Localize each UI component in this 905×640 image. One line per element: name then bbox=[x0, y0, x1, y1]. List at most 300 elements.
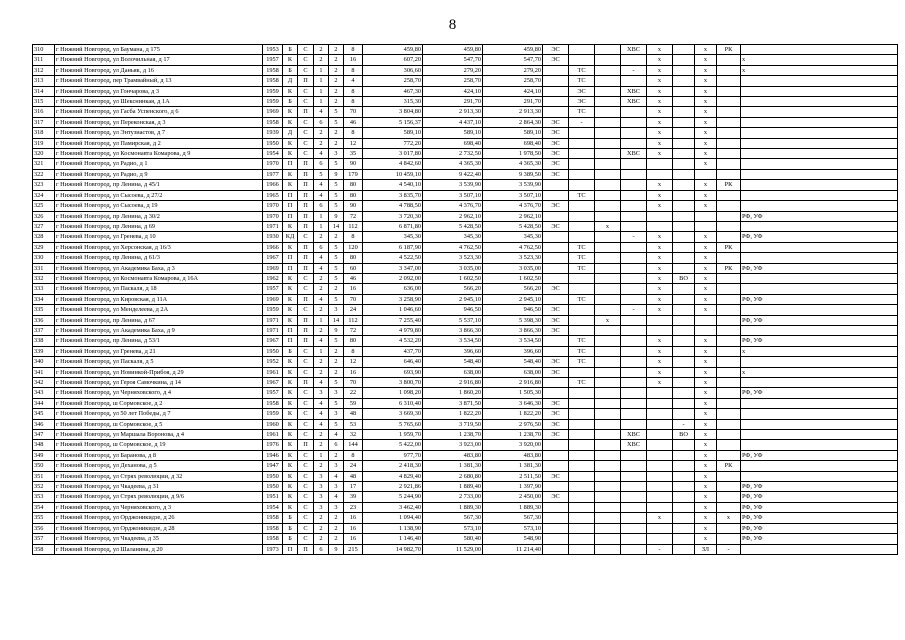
cell-power-supply bbox=[543, 513, 569, 523]
cell-address: г Нижний Новгород, ул Орджоникидзе, д 26 bbox=[55, 513, 263, 523]
cell-notes bbox=[741, 169, 898, 179]
cell-apartments: 8 bbox=[344, 128, 363, 138]
cell-power-supply bbox=[543, 76, 569, 86]
cell-apartments: 120 bbox=[344, 242, 363, 252]
cell-sewerage: х bbox=[647, 336, 673, 346]
cell-series: С bbox=[298, 357, 314, 367]
cell-address: г Нижний Новгород, пр Ленина, д 53/1 bbox=[55, 336, 263, 346]
cell-heat-supply: ТС bbox=[569, 263, 595, 273]
cell-heat-supply bbox=[569, 128, 595, 138]
cell-sewerage: х bbox=[647, 86, 673, 96]
cell-notes bbox=[741, 461, 898, 471]
cell-water-supply: ХВС bbox=[621, 97, 647, 107]
cell-floors: 5 bbox=[329, 336, 344, 346]
cell-power-supply: ЭС bbox=[543, 149, 569, 159]
cell-power-supply bbox=[543, 253, 569, 263]
cell-series: С bbox=[298, 65, 314, 75]
cell-series: П bbox=[298, 263, 314, 273]
cell-notes: РФ, УФ bbox=[741, 534, 898, 544]
cell-floors: 2 bbox=[329, 450, 344, 460]
cell-gas-supply bbox=[595, 253, 621, 263]
cell-notes bbox=[741, 117, 898, 127]
cell-entrances: 2 bbox=[314, 440, 329, 450]
cell-address: г Нижний Новгород, ул 50 лет Победы, д 7 bbox=[55, 409, 263, 419]
cell-sewerage: х bbox=[647, 242, 673, 252]
cell-floors: 2 bbox=[329, 534, 344, 544]
cell-ventilation bbox=[673, 378, 695, 388]
cell-sewerage bbox=[647, 492, 673, 502]
cell-wall-type: К bbox=[283, 180, 298, 190]
cell-gas-supply: х bbox=[595, 315, 621, 325]
cell-ventilation bbox=[673, 159, 695, 169]
cell-row-number: 352 bbox=[33, 482, 55, 492]
cell-entrances: 1 bbox=[314, 450, 329, 460]
cell-build-year: 1950 bbox=[263, 346, 283, 356]
cell-gas-supply bbox=[595, 502, 621, 512]
cell-roof: х bbox=[695, 492, 717, 502]
housing-register-table bbox=[32, 44, 898, 555]
cell-address: г Нижний Новгород, ул Стрях революции, д 32 bbox=[55, 471, 263, 481]
cell-notes: РФ, УФ bbox=[741, 482, 898, 492]
cell-ventilation bbox=[673, 523, 695, 533]
cell-living-area: 1 602,50 bbox=[423, 273, 483, 283]
table-row bbox=[33, 263, 898, 273]
cell-row-number: 313 bbox=[33, 76, 55, 86]
cell-address: г Нижний Новгород, ш Сормовское, д 19 bbox=[55, 440, 263, 450]
table-row bbox=[33, 97, 898, 107]
cell-gas-supply bbox=[595, 55, 621, 65]
cell-gas-supply bbox=[595, 430, 621, 440]
cell-entrances: 2 bbox=[314, 430, 329, 440]
cell-row-number: 332 bbox=[33, 273, 55, 283]
cell-series: П bbox=[298, 336, 314, 346]
cell-residential-area: 279,20 bbox=[483, 65, 543, 75]
cell-series: П bbox=[298, 294, 314, 304]
cell-row-number: 356 bbox=[33, 523, 55, 533]
table-row bbox=[33, 502, 898, 512]
cell-roof: х bbox=[695, 534, 717, 544]
cell-build-year: 1959 bbox=[263, 305, 283, 315]
cell-heat-supply: ТС bbox=[569, 65, 595, 75]
cell-notes: РФ, УФ bbox=[741, 336, 898, 346]
cell-floors: 5 bbox=[329, 242, 344, 252]
cell-ventilation bbox=[673, 149, 695, 159]
cell-residential-area: 3 507,10 bbox=[483, 190, 543, 200]
cell-apartments: 35 bbox=[344, 149, 363, 159]
cell-series: С bbox=[298, 367, 314, 377]
cell-series: С bbox=[298, 398, 314, 408]
cell-heat-supply: ТС bbox=[569, 378, 595, 388]
cell-repair-flag bbox=[717, 117, 741, 127]
cell-power-supply bbox=[543, 263, 569, 273]
cell-ventilation: - bbox=[673, 419, 695, 429]
cell-residential-area: 5 398,30 bbox=[483, 315, 543, 325]
cell-ventilation bbox=[673, 325, 695, 335]
cell-entrances: 1 bbox=[314, 65, 329, 75]
cell-repair-flag bbox=[717, 86, 741, 96]
cell-series: П bbox=[298, 107, 314, 117]
cell-row-number: 312 bbox=[33, 65, 55, 75]
cell-build-year: 1961 bbox=[263, 430, 283, 440]
cell-water-supply bbox=[621, 534, 647, 544]
cell-residential-area: 698,40 bbox=[483, 138, 543, 148]
table-row bbox=[33, 378, 898, 388]
cell-ventilation bbox=[673, 65, 695, 75]
cell-build-year: 1947 bbox=[263, 461, 283, 471]
cell-ventilation bbox=[673, 169, 695, 179]
cell-row-number: 348 bbox=[33, 440, 55, 450]
cell-apartments: 48 bbox=[344, 471, 363, 481]
cell-heat-supply: ЭС bbox=[569, 86, 595, 96]
cell-series: С bbox=[298, 128, 314, 138]
cell-apartments: 16 bbox=[344, 513, 363, 523]
cell-repair-flag: - bbox=[717, 544, 741, 554]
cell-power-supply: ЭС bbox=[543, 471, 569, 481]
cell-residential-area: 2 976,50 bbox=[483, 419, 543, 429]
cell-total-area: 437,70 bbox=[363, 346, 423, 356]
cell-living-area: 396,60 bbox=[423, 346, 483, 356]
cell-power-supply: ЭС bbox=[543, 419, 569, 429]
cell-apartments: 48 bbox=[344, 409, 363, 419]
cell-living-area: 4 365,30 bbox=[423, 159, 483, 169]
cell-roof: х bbox=[695, 97, 717, 107]
cell-water-supply: ХВС bbox=[621, 440, 647, 450]
cell-notes bbox=[741, 45, 898, 55]
cell-build-year: 1952 bbox=[263, 357, 283, 367]
cell-heat-supply: ТС bbox=[569, 242, 595, 252]
cell-water-supply bbox=[621, 388, 647, 398]
cell-gas-supply bbox=[595, 461, 621, 471]
cell-water-supply bbox=[621, 398, 647, 408]
cell-apartments: 70 bbox=[344, 294, 363, 304]
cell-apartments: 70 bbox=[344, 107, 363, 117]
cell-build-year: 1961 bbox=[263, 367, 283, 377]
cell-residential-area: 1 822,20 bbox=[483, 409, 543, 419]
cell-living-area: 2 913,30 bbox=[423, 107, 483, 117]
cell-total-area: 4 532,20 bbox=[363, 336, 423, 346]
cell-apartments: 72 bbox=[344, 211, 363, 221]
cell-water-supply bbox=[621, 357, 647, 367]
cell-heat-supply bbox=[569, 513, 595, 523]
cell-entrances: 1 bbox=[314, 211, 329, 221]
cell-series: С bbox=[298, 305, 314, 315]
cell-floors: 5 bbox=[329, 190, 344, 200]
cell-entrances: 2 bbox=[314, 128, 329, 138]
cell-floors: 2 bbox=[329, 232, 344, 242]
cell-floors: 3 bbox=[329, 409, 344, 419]
table-row bbox=[33, 284, 898, 294]
cell-roof: х bbox=[695, 471, 717, 481]
table-row bbox=[33, 544, 898, 554]
cell-total-area: 306,60 bbox=[363, 65, 423, 75]
cell-living-area: 573,10 bbox=[423, 523, 483, 533]
cell-sewerage bbox=[647, 388, 673, 398]
cell-wall-type: К bbox=[283, 471, 298, 481]
cell-roof: х bbox=[695, 398, 717, 408]
cell-ventilation bbox=[673, 45, 695, 55]
cell-sewerage: х bbox=[647, 513, 673, 523]
cell-residential-area: 396,60 bbox=[483, 346, 543, 356]
cell-repair-flag bbox=[717, 65, 741, 75]
cell-sewerage: х bbox=[647, 149, 673, 159]
cell-water-supply: ХВС bbox=[621, 86, 647, 96]
cell-gas-supply bbox=[595, 367, 621, 377]
cell-series: С bbox=[298, 45, 314, 55]
cell-residential-area: 567,30 bbox=[483, 513, 543, 523]
cell-build-year: 1965 bbox=[263, 190, 283, 200]
cell-build-year: 1971 bbox=[263, 315, 283, 325]
cell-repair-flag bbox=[717, 201, 741, 211]
cell-build-year: 1973 bbox=[263, 544, 283, 554]
cell-apartments: 4 bbox=[344, 76, 363, 86]
cell-power-supply: ЭС bbox=[543, 169, 569, 179]
cell-water-supply bbox=[621, 76, 647, 86]
cell-build-year: 1954 bbox=[263, 149, 283, 159]
cell-notes bbox=[741, 221, 898, 231]
cell-wall-type: К bbox=[283, 273, 298, 283]
cell-living-area: 1 889,30 bbox=[423, 502, 483, 512]
cell-heat-supply bbox=[569, 305, 595, 315]
cell-sewerage: х bbox=[647, 346, 673, 356]
cell-wall-type: П bbox=[283, 325, 298, 335]
cell-living-area: 4 376,70 bbox=[423, 201, 483, 211]
cell-gas-supply bbox=[595, 45, 621, 55]
cell-notes: РФ, УФ bbox=[741, 450, 898, 460]
cell-living-area: 291,70 bbox=[423, 97, 483, 107]
cell-build-year: 1959 bbox=[263, 86, 283, 96]
cell-heat-supply bbox=[569, 149, 595, 159]
cell-ventilation bbox=[673, 367, 695, 377]
table-row bbox=[33, 253, 898, 263]
cell-sewerage bbox=[647, 534, 673, 544]
cell-address: г Нижний Новгород, ул Гренева, д 21 bbox=[55, 346, 263, 356]
cell-repair-flag bbox=[717, 149, 741, 159]
cell-living-area: 3 923,00 bbox=[423, 440, 483, 450]
cell-ventilation bbox=[673, 492, 695, 502]
cell-heat-supply: ТС bbox=[569, 190, 595, 200]
cell-water-supply bbox=[621, 492, 647, 502]
cell-series: С bbox=[298, 149, 314, 159]
cell-gas-supply bbox=[595, 263, 621, 273]
cell-gas-supply bbox=[595, 482, 621, 492]
cell-power-supply bbox=[543, 440, 569, 450]
cell-roof: х bbox=[695, 305, 717, 315]
cell-address: г Нижний Новгород, ул Переконская, д 3 bbox=[55, 117, 263, 127]
cell-entrances: 3 bbox=[314, 492, 329, 502]
table-row bbox=[33, 242, 898, 252]
cell-row-number: 354 bbox=[33, 502, 55, 512]
cell-heat-supply bbox=[569, 138, 595, 148]
cell-water-supply bbox=[621, 471, 647, 481]
cell-living-area: 1 381,30 bbox=[423, 461, 483, 471]
cell-wall-type: Д bbox=[283, 128, 298, 138]
cell-total-area: 2 921,86 bbox=[363, 482, 423, 492]
cell-total-area: 3 017,80 bbox=[363, 149, 423, 159]
table-row bbox=[33, 201, 898, 211]
cell-wall-type: Б bbox=[283, 523, 298, 533]
cell-sewerage: х bbox=[647, 294, 673, 304]
cell-wall-type: К bbox=[283, 107, 298, 117]
cell-apartments: 90 bbox=[344, 201, 363, 211]
cell-apartments: 8 bbox=[344, 86, 363, 96]
cell-total-area: 607,20 bbox=[363, 55, 423, 65]
cell-gas-supply bbox=[595, 409, 621, 419]
cell-entrances: 6 bbox=[314, 117, 329, 127]
cell-heat-supply bbox=[569, 55, 595, 65]
table-row bbox=[33, 471, 898, 481]
cell-address: г Нижний Новгород, ул Чкадеева, д 31 bbox=[55, 482, 263, 492]
cell-power-supply bbox=[543, 232, 569, 242]
cell-row-number: 314 bbox=[33, 86, 55, 96]
cell-floors: 2 bbox=[329, 523, 344, 533]
cell-power-supply: ЭС bbox=[543, 201, 569, 211]
cell-residential-area: 9 389,50 bbox=[483, 169, 543, 179]
cell-wall-type: КД bbox=[283, 232, 298, 242]
cell-residential-area: 2 916,80 bbox=[483, 378, 543, 388]
cell-wall-type: Б bbox=[283, 534, 298, 544]
cell-water-supply bbox=[621, 367, 647, 377]
cell-row-number: 327 bbox=[33, 221, 55, 231]
cell-wall-type: П bbox=[283, 263, 298, 273]
cell-living-area: 424,10 bbox=[423, 86, 483, 96]
cell-repair-flag bbox=[717, 159, 741, 169]
cell-notes bbox=[741, 138, 898, 148]
cell-power-supply bbox=[543, 450, 569, 460]
cell-notes bbox=[741, 419, 898, 429]
cell-apartments: 112 bbox=[344, 221, 363, 231]
cell-residential-area: 2 450,00 bbox=[483, 492, 543, 502]
cell-address: г Нижний Новгород, ул Академика Баха, д 3 bbox=[55, 263, 263, 273]
cell-address: г Нижний Новгород, пр Ленина, д 67 bbox=[55, 315, 263, 325]
cell-ventilation: ВО bbox=[673, 273, 695, 283]
cell-total-area: 1 046,60 bbox=[363, 305, 423, 315]
cell-build-year: 1958 bbox=[263, 523, 283, 533]
cell-notes: РФ, УФ bbox=[741, 388, 898, 398]
cell-roof bbox=[695, 315, 717, 325]
cell-roof: х bbox=[695, 357, 717, 367]
cell-gas-supply bbox=[595, 190, 621, 200]
cell-sewerage: х bbox=[647, 97, 673, 107]
cell-ventilation bbox=[673, 263, 695, 273]
cell-water-supply bbox=[621, 461, 647, 471]
cell-repair-flag bbox=[717, 97, 741, 107]
cell-repair-flag bbox=[717, 388, 741, 398]
cell-residential-area: 638,00 bbox=[483, 367, 543, 377]
cell-ventilation bbox=[673, 128, 695, 138]
cell-address: г Нижний Новгород, пр Ленина, д 61/3 bbox=[55, 253, 263, 263]
cell-heat-supply bbox=[569, 367, 595, 377]
cell-living-area: 3 523,30 bbox=[423, 253, 483, 263]
cell-roof: х bbox=[695, 513, 717, 523]
cell-build-year: 1950 bbox=[263, 482, 283, 492]
cell-repair-flag bbox=[717, 107, 741, 117]
cell-roof: х bbox=[695, 180, 717, 190]
cell-notes: РФ, УФ bbox=[741, 263, 898, 273]
cell-heat-supply: ТС bbox=[569, 336, 595, 346]
cell-roof: х bbox=[695, 190, 717, 200]
cell-total-area: 3 669,30 bbox=[363, 409, 423, 419]
cell-repair-flag bbox=[717, 76, 741, 86]
cell-water-supply bbox=[621, 190, 647, 200]
cell-address: г Нижний Новгород, пр Ленина, д 69 bbox=[55, 221, 263, 231]
cell-repair-flag bbox=[717, 398, 741, 408]
cell-power-supply: ЭС bbox=[543, 398, 569, 408]
table-row bbox=[33, 513, 898, 523]
cell-address: г Нижний Новгород, ш Сормовское, д 5 bbox=[55, 419, 263, 429]
cell-residential-area: 3 534,50 bbox=[483, 336, 543, 346]
cell-gas-supply bbox=[595, 159, 621, 169]
cell-roof: х bbox=[695, 117, 717, 127]
cell-ventilation: ВО bbox=[673, 430, 695, 440]
cell-power-supply: ЭС bbox=[543, 284, 569, 294]
cell-total-area: 10 459,10 bbox=[363, 169, 423, 179]
cell-apartments: 8 bbox=[344, 232, 363, 242]
cell-floors: 5 bbox=[329, 398, 344, 408]
cell-series: С bbox=[298, 450, 314, 460]
cell-living-area: 638,00 bbox=[423, 367, 483, 377]
cell-ventilation bbox=[673, 388, 695, 398]
cell-apartments: 179 bbox=[344, 169, 363, 179]
cell-total-area: 1 098,20 bbox=[363, 388, 423, 398]
cell-entrances: 1 bbox=[314, 221, 329, 231]
cell-repair-flag bbox=[717, 367, 741, 377]
cell-water-supply: - bbox=[621, 305, 647, 315]
cell-sewerage bbox=[647, 169, 673, 179]
cell-total-area: 1 094,40 bbox=[363, 513, 423, 523]
cell-living-area: 459,80 bbox=[423, 45, 483, 55]
cell-build-year: 1946 bbox=[263, 450, 283, 460]
table-row bbox=[33, 367, 898, 377]
cell-build-year: 1959 bbox=[263, 409, 283, 419]
cell-ventilation bbox=[673, 534, 695, 544]
cell-roof: х bbox=[695, 45, 717, 55]
cell-water-supply bbox=[621, 513, 647, 523]
cell-notes bbox=[741, 544, 898, 554]
cell-wall-type: К bbox=[283, 482, 298, 492]
cell-row-number: 349 bbox=[33, 450, 55, 460]
cell-sewerage bbox=[647, 211, 673, 221]
cell-floors: 14 bbox=[329, 315, 344, 325]
cell-residential-area: 3 646,30 bbox=[483, 398, 543, 408]
cell-roof: х bbox=[695, 65, 717, 75]
cell-entrances: 2 bbox=[314, 138, 329, 148]
cell-repair-flag: РК bbox=[717, 263, 741, 273]
cell-heat-supply bbox=[569, 180, 595, 190]
cell-wall-type: К bbox=[283, 461, 298, 471]
cell-residential-area: 4 376,70 bbox=[483, 201, 543, 211]
cell-heat-supply bbox=[569, 232, 595, 242]
table-row bbox=[33, 482, 898, 492]
cell-residential-area: 2 864,30 bbox=[483, 117, 543, 127]
cell-wall-type: К bbox=[283, 450, 298, 460]
cell-apartments: 70 bbox=[344, 378, 363, 388]
cell-series: П bbox=[298, 190, 314, 200]
cell-series: С bbox=[298, 86, 314, 96]
cell-notes: РФ, УФ bbox=[741, 315, 898, 325]
table-row bbox=[33, 128, 898, 138]
cell-repair-flag bbox=[717, 523, 741, 533]
cell-residential-area: 548,90 bbox=[483, 534, 543, 544]
cell-entrances: 5 bbox=[314, 169, 329, 179]
cell-power-supply: ЭС bbox=[543, 221, 569, 231]
cell-gas-supply bbox=[595, 398, 621, 408]
cell-water-supply: - bbox=[621, 65, 647, 75]
cell-row-number: 319 bbox=[33, 138, 55, 148]
cell-build-year: 1971 bbox=[263, 325, 283, 335]
cell-floors: 9 bbox=[329, 169, 344, 179]
cell-ventilation bbox=[673, 357, 695, 367]
cell-heat-supply bbox=[569, 534, 595, 544]
